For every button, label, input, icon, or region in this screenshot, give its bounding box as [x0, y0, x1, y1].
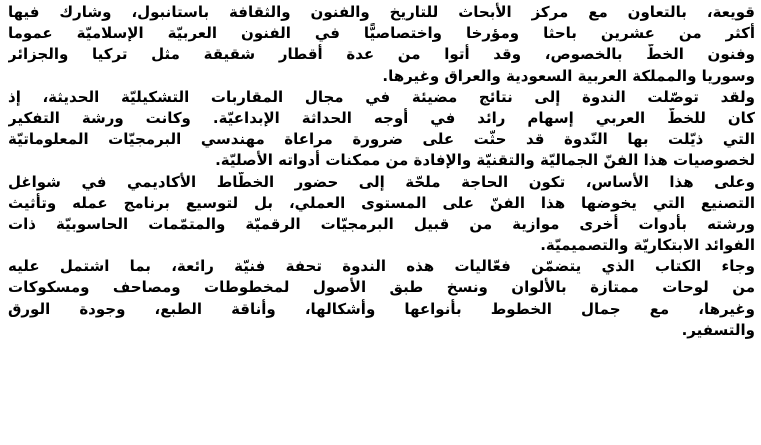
text-line: قويعة، بالتعاون مع مركز الأبحاث للتاريخ والفنون والثقافة باستانبول، وشارك فيها: [8, 3, 755, 21]
text-line: وفنون الخطّ بالخصوص، وقد أتوا من عدة أقطار شقيقة مثل تركيا والجزائر: [8, 45, 755, 64]
text-line: التصنيع التي يخوضها هذا الفنّ على المستوى العملي، بل لتوسيع برنامج عمله وتأثيث: [8, 193, 755, 212]
text-line: وعلى هذا الأساس، تكون الحاجة ملحّة إلى حضور الخطّاط الأكاديمي في شواغل: [8, 172, 755, 191]
text-line: وسوريا والمملكة العربية السعودية والعراق وغيرها.: [382, 66, 755, 85]
text-line: وغيرها، مع جمال الخطوط بأنواعها وأشكالها، وأناقة الطبع، وجودة الورق: [8, 299, 755, 318]
paragraph-calligrapher-need: [8, 172, 755, 257]
text-line: من لوحات ممتازة بالألوان ونسخ طبق الأصول لمخطوطات ومصاحف ومسكوكات: [8, 278, 755, 297]
text-line: أكثر من عشرين باحثا ومؤرخا واختصاصيًّا في الفنون العربيّة الإسلاميّة عموما: [8, 24, 755, 43]
text-line: الفوائد الابتكاريّة والتصميميّة.: [540, 236, 755, 255]
text-line: ولقد توصّلت الندوة إلى نتائج مضيئة في مجال المقاربات التشكيليّة الحديثة، إذ: [8, 87, 755, 106]
text-line: كان للخطّ العربي إسهام رائد في أوجه الحداثة الإبداعيّة. وكانت ورشة التفكير: [8, 108, 755, 127]
text-line: ورشته بأدوات أخرى موازية من قبيل البرمجيّات الرقميّة والمتمّمات الحاسوبيّة ذات: [8, 214, 755, 233]
paragraph-symposium-results: [8, 87, 755, 172]
text-line: التي ذيّلت بها النّدوة قد حثّت على ضرورة مراعاة مهندسي البرمجيّات المعلوماتيّة: [8, 130, 755, 149]
text-line: لخصوصيات هذا الفنّ الجماليّة والتقنيّة والإفادة من ممكنات أدواته الأصليّة.: [215, 151, 755, 170]
paragraph-symposium-participants: [8, 2, 755, 87]
text-line: والتسفير.: [681, 320, 755, 339]
paragraph-book-description: [8, 256, 755, 341]
text-line: وجاء الكتاب الذي يتضمّن فعّاليات هذه الندوة تحفة فنيّة رائعة، بما اشتمل عليه: [8, 257, 755, 276]
